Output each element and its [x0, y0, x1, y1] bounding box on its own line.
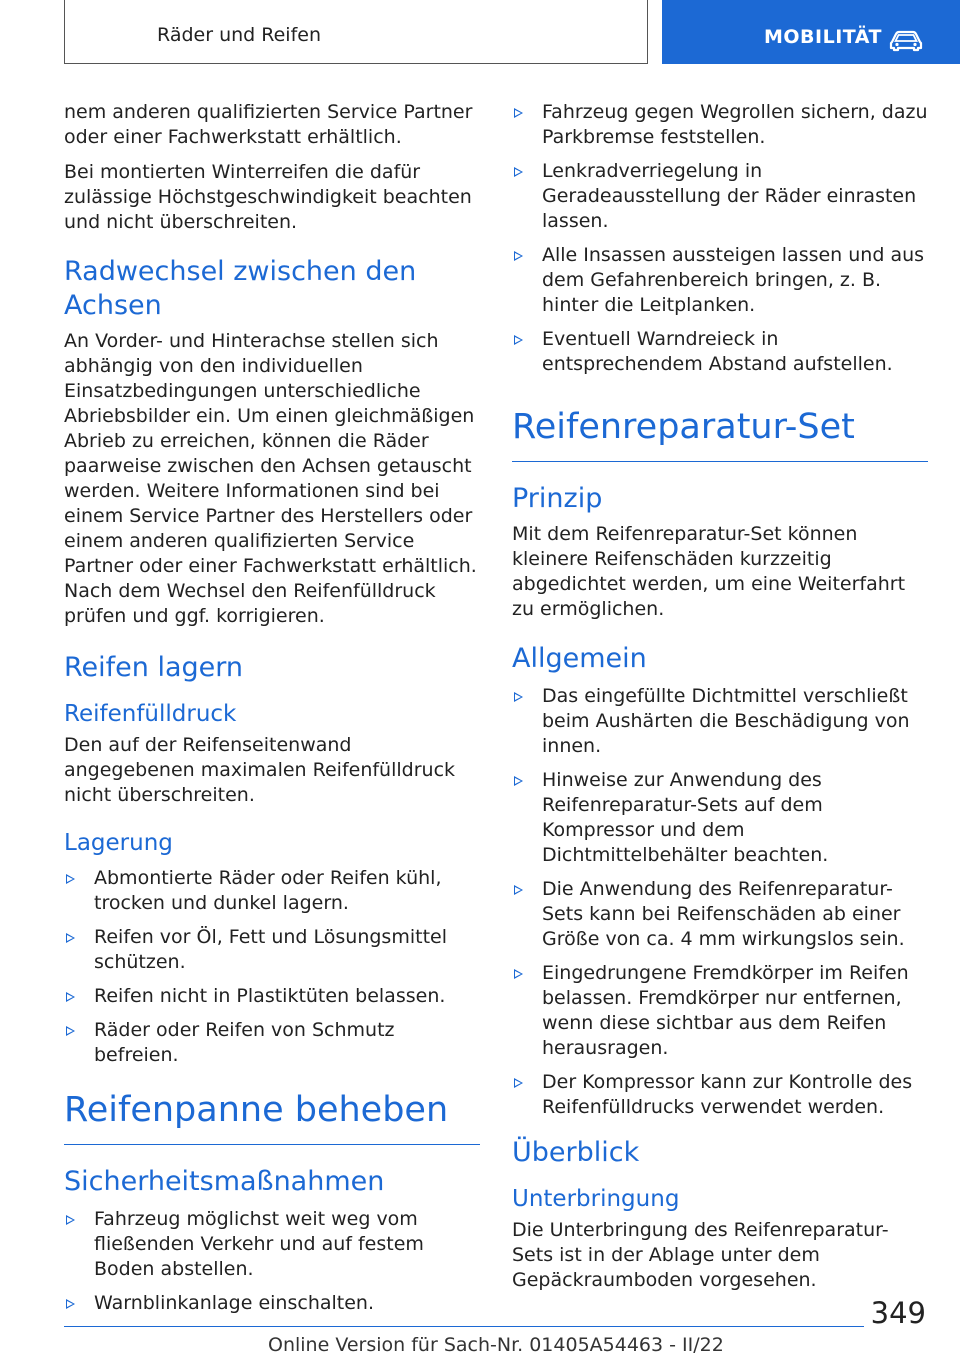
- allgemein-list: [512, 684, 928, 1120]
- list-item: Eventuell Warndreieck in entsprechendem Abstand aufstellen.: [512, 327, 928, 377]
- intro-paragraph-2: Bei montierten Winterreifen die dafür zulässige Höchstgeschwindigkeit beachten und nicht überschreiten.: [64, 161, 472, 233]
- reifen-lagern-heading: Reifen lagern: [64, 652, 244, 683]
- right-column: [512, 100, 928, 1303]
- unterbringung-heading: Unterbringung: [512, 1186, 680, 1212]
- lagerung-heading: Lagerung: [64, 830, 173, 856]
- list-item: Hinweise zur Anwendung des Reifenreparatur-Sets auf dem Kompressor und dem Dichtmittelbehälter beachten.: [512, 768, 928, 868]
- allgemein-heading: Allgemein: [512, 643, 647, 674]
- list-item: Lenkradverriegelung in Geradeausstellung der Räder einrasten lassen.: [512, 159, 928, 234]
- reifenfuelldruck-heading: Reifenfülldruck: [64, 701, 237, 727]
- page-number: 349: [870, 1296, 926, 1330]
- list-item: Räder oder Reifen von Schmutz befreien.: [64, 1018, 480, 1068]
- list-item: Reifen nicht in Plastiktüten belassen.: [64, 984, 480, 1009]
- triangle-bullet-icon: [66, 1026, 75, 1036]
- triangle-bullet-icon: [514, 335, 523, 345]
- list-item: Das eingefüllte Dichtmittel verschließt beim Aushärten die Beschädigung von innen.: [512, 684, 928, 759]
- triangle-bullet-icon: [514, 885, 523, 895]
- reifenreparatur-set-heading: Reifenreparatur-Set: [512, 405, 928, 462]
- footer-online-version: Online Version für Sach-Nr. 01405A54463 - II/22: [268, 1334, 724, 1356]
- unterbringung-paragraph: Die Unterbringung des Reifenreparatur-Sets ist in der Ablage unter dem Gepäckraumboden vorgesehen.: [512, 1219, 889, 1291]
- triangle-bullet-icon: [66, 1299, 75, 1309]
- header-chapter-title: MOBILITÄT: [764, 26, 882, 48]
- prinzip-heading: Prinzip: [512, 483, 603, 514]
- header-section-box: [64, 0, 648, 64]
- header-chapter-box: [662, 0, 960, 64]
- list-item: Abmontierte Räder oder Reifen kühl, trocken und dunkel lagern.: [64, 866, 480, 916]
- header-section-title: Räder und Reifen: [157, 24, 321, 46]
- triangle-bullet-icon: [514, 969, 523, 979]
- list-item: Eingedrungene Fremdkörper im Reifen belassen. Fremdkörper nur entfernen, wenn diese sichtbar aus dem Reifen herausragen.: [512, 961, 928, 1061]
- reifenpanne-heading: Reifenpanne beheben: [64, 1088, 480, 1145]
- sicherheit-list: [64, 1207, 480, 1316]
- triangle-bullet-icon: [66, 992, 75, 1002]
- triangle-bullet-icon: [514, 692, 523, 702]
- list-item: Warnblinkanlage einschalten.: [64, 1291, 480, 1316]
- intro-paragraph-1: nem anderen qualifizierten Service Partner oder einer Fachwerkstatt erhältlich.: [64, 101, 473, 148]
- triangle-bullet-icon: [514, 108, 523, 118]
- triangle-bullet-icon: [514, 251, 523, 261]
- radwechsel-paragraph: An Vorder- und Hinterachse stellen sich abhängig von den individuellen Einsatzbedingungen unterschiedliche Abriebsbilder ein. Um einen gleichmäßigen Abrieb zu erreichen, können die Räder paarweise zwischen den Achsen getauscht werden. Weitere Informationen sind bei einem Service Partner des Herstellers oder einem anderen qualifizierten Service Partner oder einer Fachwerkstatt erhältlich. Nach dem Wechsel den Reifenfülldruck prüfen und ggf. korrigieren.: [64, 330, 477, 627]
- list-item: Die Anwendung des Reifenreparatur-Sets kann bei Reifenschäden ab einer Größe von ca. 4 mm wirkungslos sein.: [512, 877, 928, 952]
- triangle-bullet-icon: [66, 874, 75, 884]
- lagerung-list: [64, 866, 480, 1068]
- sicherheitsmassnahmen-heading: Sicherheitsmaßnahmen: [64, 1166, 385, 1197]
- list-item: Fahrzeug gegen Wegrollen sichern, dazu Parkbremse feststellen.: [512, 100, 928, 150]
- triangle-bullet-icon: [514, 167, 523, 177]
- triangle-bullet-icon: [514, 776, 523, 786]
- reifenfuelldruck-paragraph: Den auf der Reifenseitenwand angegebenen maximalen Reifenfülldruck nicht überschreiten.: [64, 734, 456, 806]
- prinzip-paragraph: Mit dem Reifenreparatur-Set können kleinere Reifenschäden kurzzeitig abgedichtet werden, um eine Weiterfahrt zu ermöglichen.: [512, 523, 906, 620]
- ueberblick-heading: Überblick: [512, 1137, 640, 1168]
- left-column: [64, 100, 480, 1325]
- list-item: Fahrzeug möglichst weit weg vom fließenden Verkehr und auf festem Boden abstellen.: [64, 1207, 480, 1282]
- car-icon: [888, 28, 924, 52]
- radwechsel-heading: Radwechsel zwischen den Achsen: [64, 256, 417, 321]
- list-item: Reifen vor Öl, Fett und Lösungsmittel schützen.: [64, 925, 480, 975]
- list-item: Der Kompressor kann zur Kontrolle des Reifenfülldrucks verwendet werden.: [512, 1070, 928, 1120]
- sicherheit-list-continued: [512, 100, 928, 377]
- triangle-bullet-icon: [66, 1215, 75, 1225]
- list-item: Alle Insassen aussteigen lassen und aus dem Gefahrenbereich bringen, z. B. hinter die Leitplanken.: [512, 243, 928, 318]
- triangle-bullet-icon: [514, 1078, 523, 1088]
- footer-divider: [64, 1326, 864, 1327]
- triangle-bullet-icon: [66, 933, 75, 943]
